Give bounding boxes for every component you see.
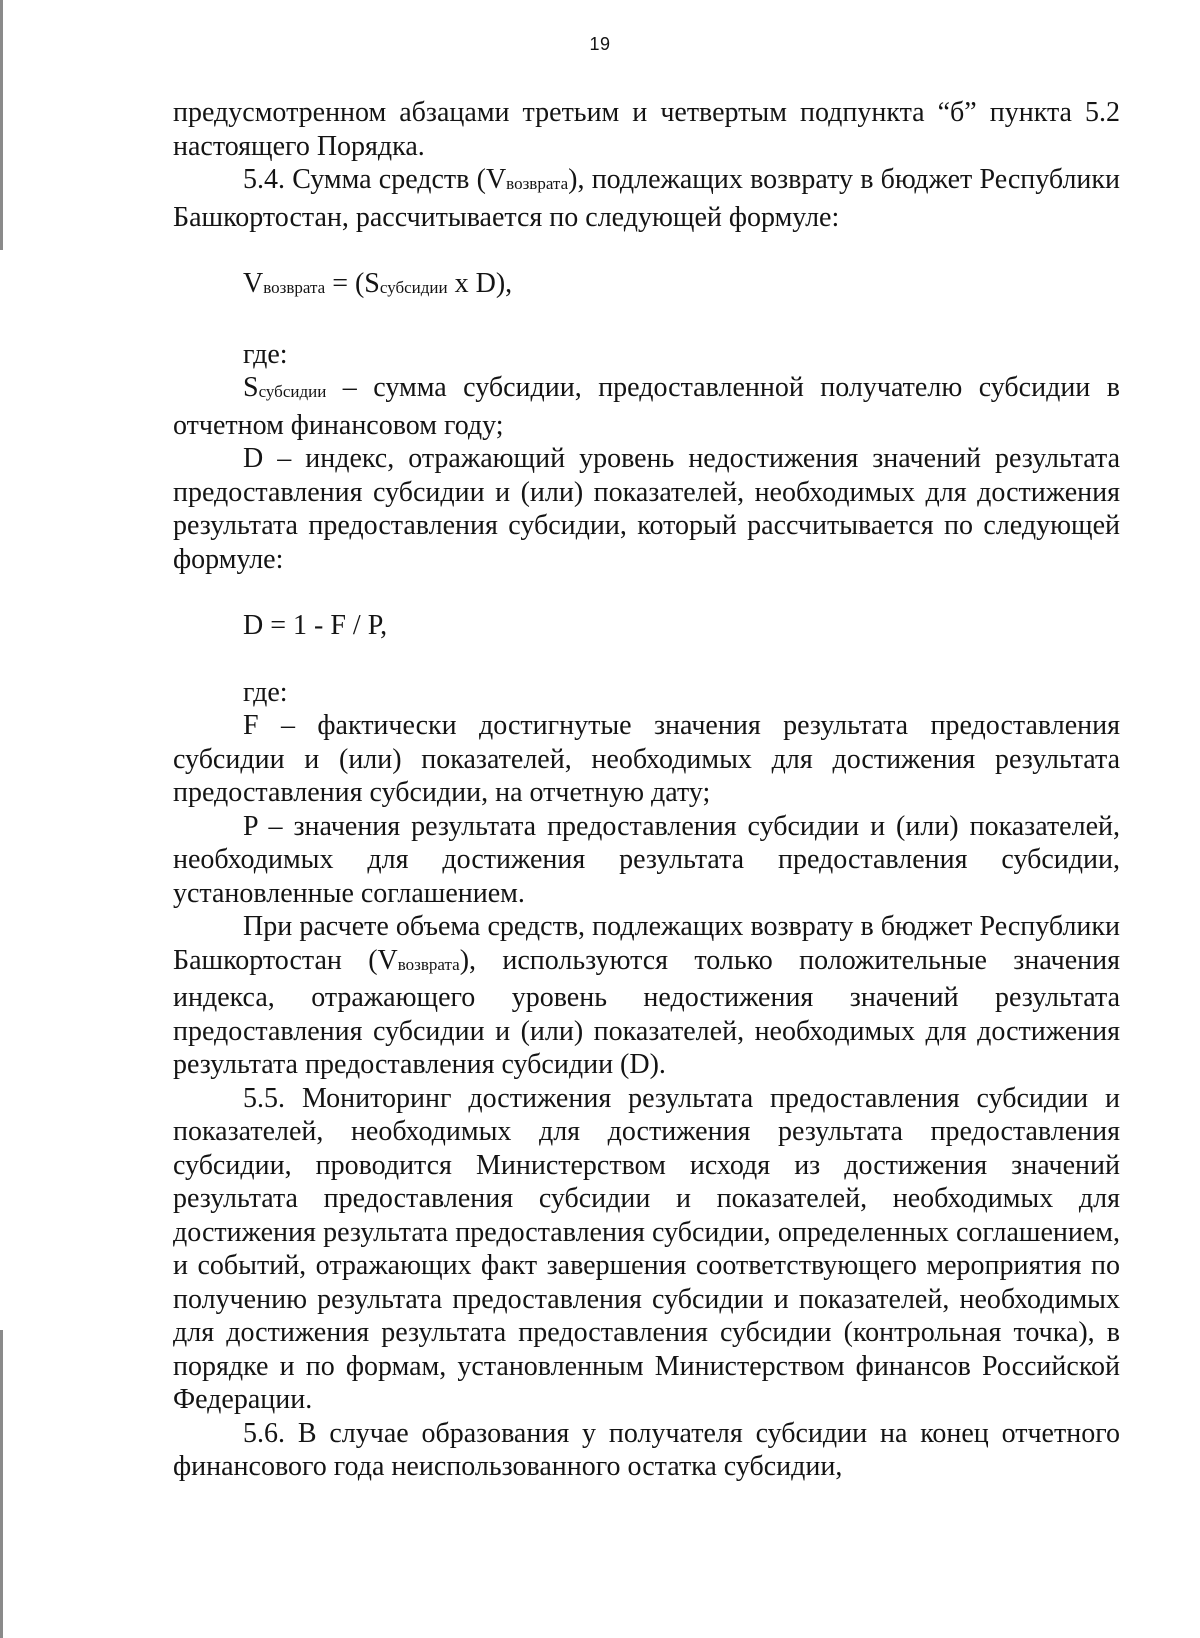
paragraph-calculation-note: При расчете объема средств, подлежащих возврату в бюджет Республики Башкортостан (Vвозврата), используются только положительные значения индекса, отражающего уровень недостижения значений результата предоставления субсидии и (или) показателей, необходимых для достижения результата предоставления субсидии (D). [173, 911, 1121, 1080]
paragraph-continuation: предусмотренном абзацами третьим и четвертым подпункта “б” пункта 5.2 настоящего Порядка. [173, 97, 1120, 162]
definition-p: P – значения результата предоставления субсидии и (или) показателей, необходимых для достижения результата предоставления субсидии, установленные соглашением. [173, 810, 1120, 909]
definition-s-subsidy: Sсубсидии – сумма субсидии, предоставленной получателю субсидии в отчетном финансовом году; [173, 372, 1120, 441]
paragraph-5-5: 5.5. Мониторинг достижения результата предоставления субсидии и показателей, необходимых для достижения результата предоставления субсидии, проводится Министерством исходя из достижения значений результата предоставления субсидии и показателей, необходимых для достижения результата предоставления субсидии, определенных соглашением, и событий, отражающих факт завершения соответствующего мероприятия по получению результата предоставления субсидии и показателей, необходимых для достижения результата предоставления субсидии (контрольная точка), в порядке и по формам, установленным Министерством финансов Российской Федерации. [173, 1082, 1120, 1415]
formula-v-return: Vвозврата = (Sсубсидии x D), [243, 268, 513, 299]
formula-d: D = 1 - F / P, [243, 610, 388, 641]
paragraph-5-6: 5.6. В случае образования у получателя субсидии на конец отчетного финансового года неиспользованного остатка субсидии, [173, 1417, 1120, 1482]
definition-f: F – фактически достигнутые значения результата предоставления субсидии и (или) показателей, необходимых для достижения результата предоставления субсидии, на отчетную дату; [173, 710, 1120, 808]
document-body [173, 96, 1120, 1484]
definition-d-index: D – индекс, отражающий уровень недостижения значений результата предоставления субсидии и (или) показателей, необходимых для достижения результата предоставления субсидии, который рассчитывается по следующей формуле: [173, 443, 1120, 575]
where-label: где: [243, 338, 288, 370]
where-label-2: где: [243, 676, 288, 708]
scan-edge-mark-bottom [0, 1330, 3, 1638]
page-number: 19 [589, 34, 611, 54]
paragraph-5-4: 5.4. Сумма средств (Vвозврата), подлежащих возврату в бюджет Республики Башкортостан, рассчитывается по следующей формуле: [173, 164, 1120, 233]
